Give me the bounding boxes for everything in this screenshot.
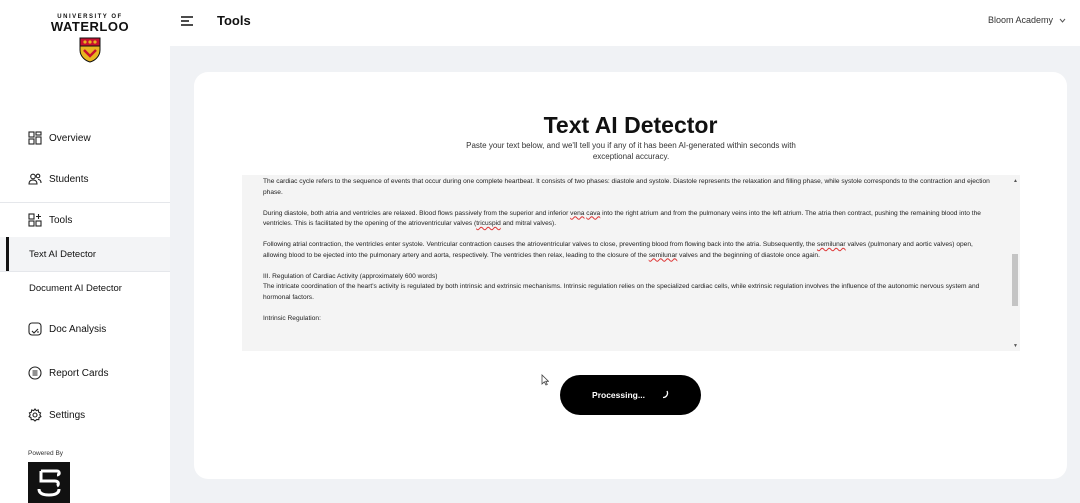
users-icon	[28, 172, 42, 186]
text-paragraph: Following atrial contraction, the ventricles enter systole. Ventricular contraction causes the atrioventricular valves to close, preventing blood from flowing back into the atria. Subsequently, the semilunar valves (pulmonary and aortic valves) open, allowing blood to be ejected into the pulmonary artery and aorta, respectively. The ventricles then relax, leading to the closure of the semilunar valves and the beginning of diastole once again.	[263, 241, 973, 259]
spinner-icon	[659, 389, 669, 401]
crest-icon	[79, 37, 101, 63]
sidebar-item-label: Overview	[49, 132, 91, 144]
account-name: Bloom Academy	[987, 15, 1053, 25]
sidebar-item-label: Doc Analysis	[49, 323, 107, 335]
account-menu[interactable]	[988, 15, 1066, 25]
detector-subtitle: Paste your text below, and we'll tell you if any of it has been AI-generated within seconds with exceptional accuracy.	[466, 141, 796, 161]
sidebar-item-tools[interactable]	[0, 203, 170, 237]
top-header	[170, 0, 1080, 46]
sidebar-item-label: Report Cards	[49, 367, 109, 379]
report-card-icon	[28, 366, 42, 380]
text-content[interactable]	[263, 177, 998, 335]
main-card	[194, 72, 1067, 479]
text-paragraph: III. Regulation of Cardiac Activity (approximately 600 words) The intricate coordination of the heart's activity is regulated by both intrinsic and extrinsic mechanisms. Intrinsic regulation relies on the specialized cardiac cells, while extrinsic regulation involves the influence of the autonomic nervous system and hormonal factors.	[263, 272, 980, 301]
sidebar-item-label: Text AI Detector	[29, 248, 97, 260]
misspelled-word: vena	[570, 209, 585, 217]
grid-icon	[28, 131, 42, 145]
misspelled-word: tricuspid	[476, 220, 501, 227]
sidebar-item-label: Students	[49, 173, 89, 185]
sidebar-item-text-ai-detector[interactable]	[0, 237, 170, 271]
misspelled-word: semilunar	[648, 251, 678, 259]
text-paragraph: Intrinsic Regulation:	[263, 314, 321, 322]
chevron-down-icon	[1059, 15, 1066, 25]
doc-analysis-icon	[28, 322, 42, 336]
gear-icon	[28, 408, 42, 422]
scroll-thumb[interactable]	[1012, 254, 1018, 306]
processing-label: Processing...	[592, 390, 645, 400]
text-input-area[interactable]	[242, 175, 1020, 351]
sidebar-item-label: Document AI Detector	[29, 282, 122, 294]
detector-title: Text AI Detector	[543, 112, 718, 138]
powered-by-label: Powered By	[28, 450, 64, 457]
sidebar-item-overview[interactable]	[0, 121, 170, 155]
sidebar-item-document-ai-detector[interactable]	[0, 271, 170, 305]
page-title: Tools	[217, 13, 251, 28]
scroll-up-icon[interactable]: ▲	[1013, 178, 1018, 184]
processing-button[interactable]	[560, 375, 701, 415]
sidebar-item-label: Settings	[49, 409, 86, 421]
sidebar-item-report-cards[interactable]	[0, 356, 170, 390]
scroll-down-icon[interactable]: ▼	[1013, 343, 1018, 349]
sidebar	[0, 0, 170, 503]
university-logo[interactable]	[50, 14, 130, 63]
brand-logo-icon[interactable]	[28, 462, 70, 503]
misspelled-word: semilunar	[817, 241, 846, 248]
sidebar-item-students[interactable]	[0, 162, 170, 196]
text-paragraph: The cardiac cycle refers to the sequence of events that occur during one complete heartbeat. It consists of two phases: diastole and systole. Diastole represents the relaxation and filling phase, while systole corresponds to the contraction and ejection phase.	[263, 178, 990, 196]
text-paragraph: During diastole, both atria and ventricles are relaxed. Blood flows passively from the superior and inferior vena cava into the right atrium and from the pulmonary veins into the left atrium. The atria then contract, pushing the remaining blood into the ventricles. This is facilitated by the opening of the atrioventricular valves (tricuspid and mitral valves).	[263, 209, 981, 227]
mouse-cursor-icon	[541, 373, 549, 391]
logo-main-text: WATERLOO	[50, 19, 130, 34]
misspelled-word: cava	[586, 209, 601, 217]
text-scrollbar[interactable]	[1010, 175, 1020, 351]
sidebar-item-doc-analysis[interactable]	[0, 312, 170, 346]
logo-top-text: UNIVERSITY OF	[57, 14, 123, 20]
sidebar-item-settings[interactable]	[0, 398, 170, 432]
menu-icon[interactable]	[180, 14, 194, 32]
tools-grid-icon	[28, 213, 42, 227]
sidebar-item-label: Tools	[49, 214, 73, 226]
